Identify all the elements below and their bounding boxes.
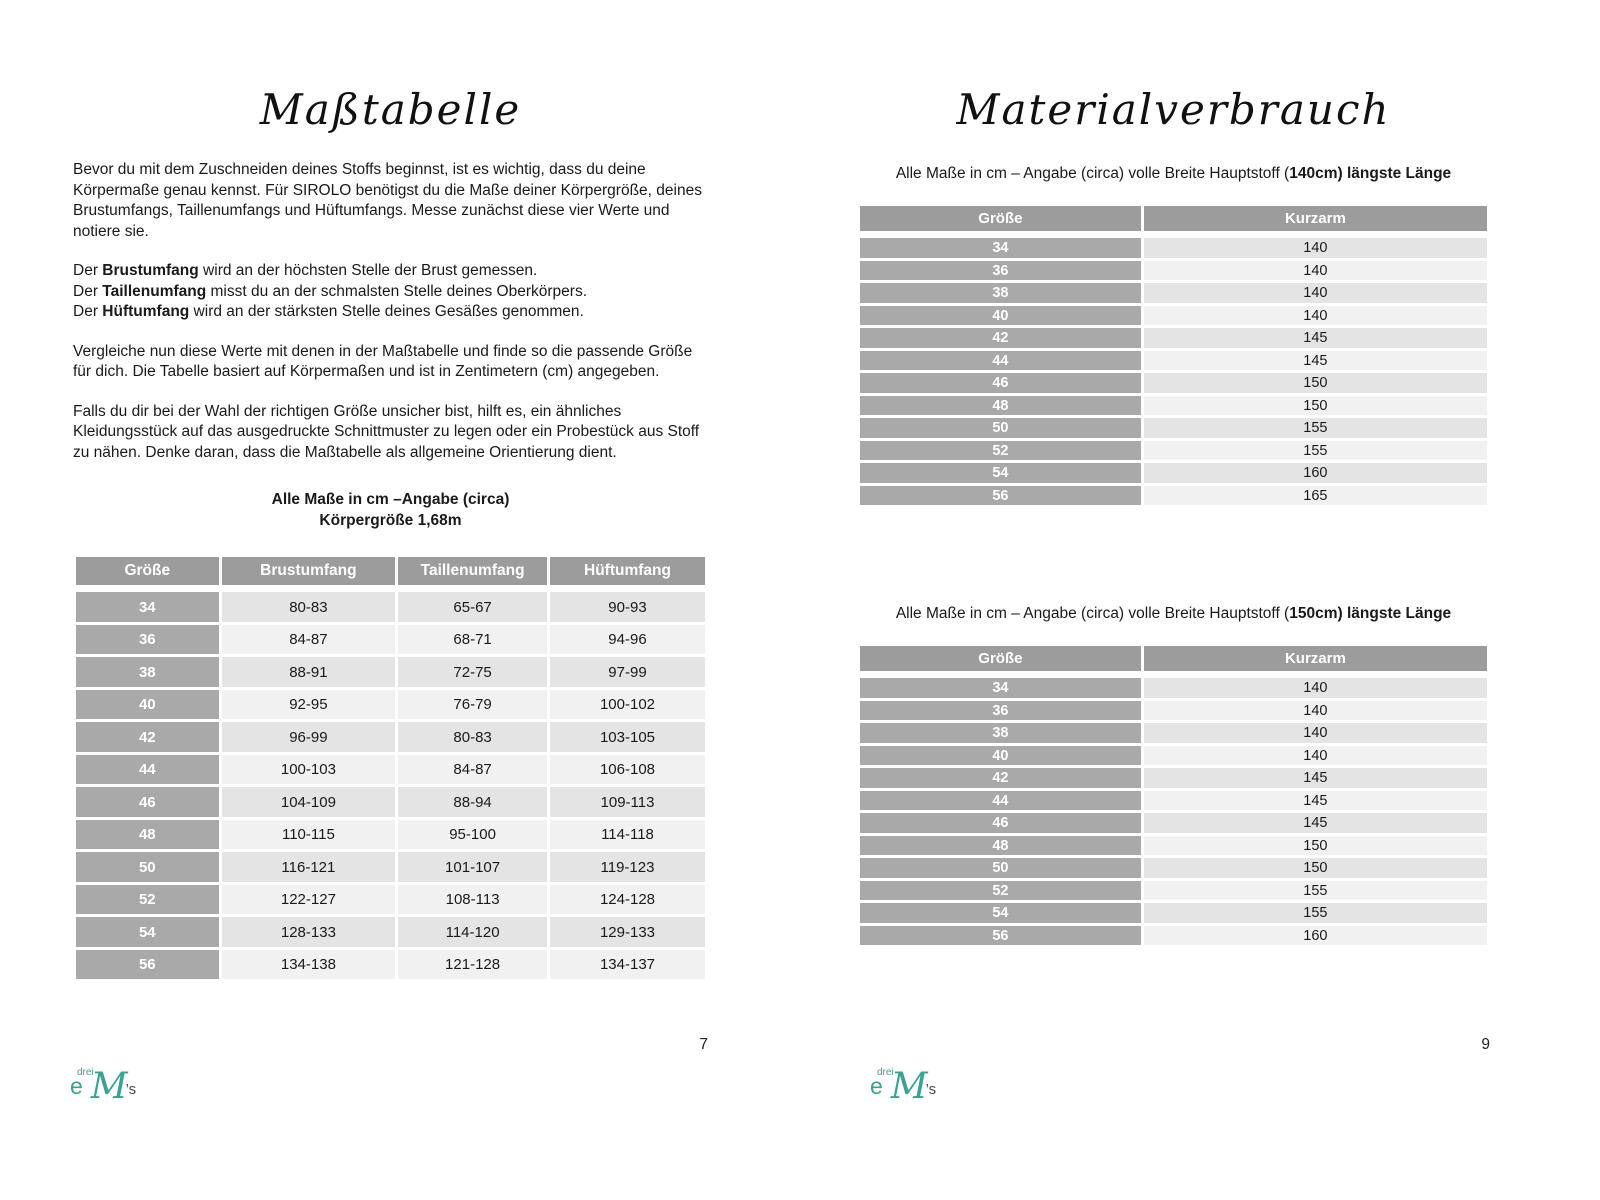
table-row bbox=[860, 306, 1487, 326]
text-run: wird an der höchsten Stelle der Brust gemessen. bbox=[198, 262, 538, 280]
size-cell: 46 bbox=[860, 373, 1141, 393]
table-row bbox=[860, 328, 1487, 348]
logo-text-m: M bbox=[90, 1066, 128, 1107]
table-row bbox=[860, 261, 1487, 281]
size-cell: 42 bbox=[860, 768, 1141, 788]
value-cell: 145 bbox=[1144, 813, 1487, 833]
column-header: Kurzarm bbox=[1144, 206, 1487, 235]
size-cell: 52 bbox=[860, 881, 1141, 901]
table-row bbox=[860, 791, 1487, 811]
table-row bbox=[76, 885, 705, 915]
size-cell: 34 bbox=[860, 678, 1141, 698]
caption-bold-140: 140cm) längste Länge bbox=[1289, 165, 1452, 183]
value-cell: 140 bbox=[1144, 678, 1487, 698]
size-cell: 44 bbox=[860, 351, 1141, 371]
table-row bbox=[860, 858, 1487, 878]
table-row bbox=[860, 813, 1487, 833]
value-cell: 109-113 bbox=[550, 787, 705, 817]
value-cell: 145 bbox=[1144, 768, 1487, 788]
value-cell: 140 bbox=[1144, 238, 1487, 258]
value-cell: 88-91 bbox=[222, 657, 396, 687]
size-table-body bbox=[76, 592, 705, 979]
value-cell: 140 bbox=[1144, 723, 1487, 743]
value-cell: 140 bbox=[1144, 261, 1487, 281]
table-row bbox=[860, 746, 1487, 766]
column-header: Größe bbox=[860, 646, 1141, 675]
column-header: Taillenumfang bbox=[398, 557, 547, 589]
table-row bbox=[860, 926, 1487, 946]
size-cell: 50 bbox=[860, 418, 1141, 438]
table-row bbox=[860, 283, 1487, 303]
value-cell: 155 bbox=[1144, 881, 1487, 901]
material-table-150 bbox=[857, 643, 1490, 948]
table-row bbox=[76, 592, 705, 622]
size-cell: 54 bbox=[860, 903, 1141, 923]
size-cell: 34 bbox=[860, 238, 1141, 258]
value-cell: 95-100 bbox=[398, 820, 547, 850]
column-header: Größe bbox=[76, 557, 219, 589]
table-row bbox=[76, 755, 705, 785]
value-cell: 124-128 bbox=[550, 885, 705, 915]
value-cell: 97-99 bbox=[550, 657, 705, 687]
logo-text-drei: drei bbox=[877, 1067, 894, 1078]
table-row bbox=[860, 678, 1487, 698]
size-cell: 52 bbox=[76, 885, 219, 915]
value-cell: 134-137 bbox=[550, 950, 705, 980]
value-cell: 121-128 bbox=[398, 950, 547, 980]
value-cell: 150 bbox=[1144, 836, 1487, 856]
table-row bbox=[76, 625, 705, 655]
size-cell: 50 bbox=[860, 858, 1141, 878]
value-cell: 92-95 bbox=[222, 690, 396, 720]
table-row bbox=[860, 418, 1487, 438]
size-cell: 44 bbox=[76, 755, 219, 785]
size-cell: 36 bbox=[76, 625, 219, 655]
size-cell: 42 bbox=[76, 722, 219, 752]
material-table2-caption bbox=[857, 604, 1490, 624]
value-cell: 140 bbox=[1144, 701, 1487, 721]
value-cell: 101-107 bbox=[398, 852, 547, 882]
size-table-caption-line2: Körpergröße 1,68m bbox=[319, 512, 462, 530]
size-cell: 38 bbox=[860, 283, 1141, 303]
page-materialverbrauch bbox=[800, 0, 1600, 1200]
value-cell: 122-127 bbox=[222, 885, 396, 915]
value-cell: 155 bbox=[1144, 418, 1487, 438]
text-run: misst du an der schmalsten Stelle deines Oberkörpers. bbox=[206, 282, 588, 300]
logo-text-e: e bbox=[70, 1073, 83, 1099]
value-cell: 103-105 bbox=[550, 722, 705, 752]
table-row bbox=[860, 463, 1487, 483]
table-row bbox=[76, 820, 705, 850]
table-row bbox=[860, 373, 1487, 393]
value-cell: 155 bbox=[1144, 903, 1487, 923]
value-cell: 80-83 bbox=[398, 722, 547, 752]
size-cell: 56 bbox=[76, 950, 219, 980]
size-cell: 38 bbox=[860, 723, 1141, 743]
value-cell: 110-115 bbox=[222, 820, 396, 850]
value-cell: 134-138 bbox=[222, 950, 396, 980]
logo-text-m: M bbox=[890, 1066, 928, 1107]
brand-logo bbox=[870, 1066, 937, 1107]
size-cell: 40 bbox=[860, 306, 1141, 326]
value-cell: 119-123 bbox=[550, 852, 705, 882]
value-cell: 150 bbox=[1144, 396, 1487, 416]
material-table-150-header-row bbox=[860, 646, 1487, 675]
page-number-left: 7 bbox=[699, 1036, 708, 1053]
material-table-150-body bbox=[860, 678, 1487, 945]
size-cell: 50 bbox=[76, 852, 219, 882]
value-cell: 65-67 bbox=[398, 592, 547, 622]
value-cell: 129-133 bbox=[550, 917, 705, 947]
size-cell: 36 bbox=[860, 701, 1141, 721]
page-title-masstabelle: Maßtabelle bbox=[259, 85, 522, 134]
size-cell: 44 bbox=[860, 791, 1141, 811]
value-cell: 128-133 bbox=[222, 917, 396, 947]
value-cell: 68-71 bbox=[398, 625, 547, 655]
value-cell: 76-79 bbox=[398, 690, 547, 720]
value-cell: 100-102 bbox=[550, 690, 705, 720]
size-cell: 48 bbox=[860, 396, 1141, 416]
value-cell: 84-87 bbox=[222, 625, 396, 655]
value-cell: 160 bbox=[1144, 463, 1487, 483]
value-cell: 155 bbox=[1144, 441, 1487, 461]
term-taillenumfang: Taillenumfang bbox=[102, 282, 207, 300]
table-row bbox=[860, 486, 1487, 506]
size-cell: 36 bbox=[860, 261, 1141, 281]
table-row bbox=[860, 723, 1487, 743]
value-cell: 80-83 bbox=[222, 592, 396, 622]
value-cell: 145 bbox=[1144, 791, 1487, 811]
caption-bold-150: 150cm) längste Länge bbox=[1289, 605, 1452, 623]
table-row bbox=[860, 351, 1487, 371]
value-cell: 150 bbox=[1144, 858, 1487, 878]
size-cell: 54 bbox=[860, 463, 1141, 483]
column-header: Größe bbox=[860, 206, 1141, 235]
size-cell: 48 bbox=[76, 820, 219, 850]
table-row bbox=[860, 396, 1487, 416]
table-row bbox=[76, 787, 705, 817]
size-table-caption-line1: Alle Maße in cm –Angabe (circa) bbox=[271, 491, 510, 509]
size-table-caption bbox=[73, 489, 708, 531]
size-cell: 42 bbox=[860, 328, 1141, 348]
table-row bbox=[76, 657, 705, 687]
size-cell: 46 bbox=[860, 813, 1141, 833]
text-run: Der bbox=[73, 282, 103, 300]
value-cell: 140 bbox=[1144, 306, 1487, 326]
table-row bbox=[76, 950, 705, 980]
value-cell: 116-121 bbox=[222, 852, 396, 882]
table-row bbox=[860, 881, 1487, 901]
column-header: Brustumfang bbox=[222, 557, 396, 589]
material-table-140-body bbox=[860, 238, 1487, 505]
value-cell: 150 bbox=[1144, 373, 1487, 393]
value-cell: 90-93 bbox=[550, 592, 705, 622]
table-row bbox=[860, 836, 1487, 856]
logo-text-s: ’s bbox=[125, 1081, 137, 1098]
text-run: wird an der stärksten Stelle deines Gesäßes genommen. bbox=[189, 303, 584, 321]
measurement-definitions bbox=[73, 261, 708, 323]
text-run: Alle Maße in cm – Angabe (circa) volle Breite Hauptstoff ( bbox=[895, 605, 1290, 623]
size-cell: 34 bbox=[76, 592, 219, 622]
size-cell: 38 bbox=[76, 657, 219, 687]
brand-logo bbox=[70, 1066, 137, 1107]
size-table bbox=[73, 554, 708, 982]
table-row bbox=[860, 768, 1487, 788]
size-cell: 52 bbox=[860, 441, 1141, 461]
value-cell: 140 bbox=[1144, 746, 1487, 766]
value-cell: 84-87 bbox=[398, 755, 547, 785]
text-run: Der bbox=[73, 262, 103, 280]
page-title-materialverbrauch: Materialverbrauch bbox=[956, 85, 1391, 134]
material-table-140-header-row bbox=[860, 206, 1487, 235]
term-hueftumfang: Hüftumfang bbox=[102, 303, 190, 321]
logo-text-drei: drei bbox=[77, 1067, 94, 1078]
table-row bbox=[860, 903, 1487, 923]
material-table-140 bbox=[857, 203, 1490, 508]
page-number-right: 9 bbox=[1481, 1036, 1490, 1053]
value-cell: 108-113 bbox=[398, 885, 547, 915]
size-cell: 40 bbox=[860, 746, 1141, 766]
value-cell: 145 bbox=[1144, 351, 1487, 371]
material-table1-caption bbox=[857, 164, 1490, 184]
column-header: Hüftumfang bbox=[550, 557, 705, 589]
compare-paragraph: Vergleiche nun diese Werte mit denen in der Maßtabelle und finde so die passende Größe für dich. Die Tabelle basiert auf Körpermaßen und ist in Zentimetern (cm) angegeben. bbox=[73, 342, 693, 381]
size-cell: 56 bbox=[860, 926, 1141, 946]
value-cell: 145 bbox=[1144, 328, 1487, 348]
hint-paragraph: Falls du dir bei der Wahl der richtigen Größe unsicher bist, hilft es, ein ähnliches Kleidungsstück auf das ausgedruckte Schnittmuster zu legen oder ein Probestück aus Stoff zu nähen. Denke daran, dass die Maßtabelle als allgemeine Orientierung dient. bbox=[73, 402, 700, 461]
table-row bbox=[76, 917, 705, 947]
value-cell: 106-108 bbox=[550, 755, 705, 785]
value-cell: 88-94 bbox=[398, 787, 547, 817]
size-cell: 48 bbox=[860, 836, 1141, 856]
table-row bbox=[76, 722, 705, 752]
value-cell: 160 bbox=[1144, 926, 1487, 946]
text-run: Der bbox=[73, 303, 103, 321]
value-cell: 94-96 bbox=[550, 625, 705, 655]
text-run: Alle Maße in cm – Angabe (circa) volle Breite Hauptstoff ( bbox=[895, 165, 1290, 183]
size-cell: 40 bbox=[76, 690, 219, 720]
size-cell: 54 bbox=[76, 917, 219, 947]
column-header: Kurzarm bbox=[1144, 646, 1487, 675]
size-cell: 56 bbox=[860, 486, 1141, 506]
size-table-header-row bbox=[76, 557, 705, 589]
size-cell: 46 bbox=[76, 787, 219, 817]
value-cell: 114-118 bbox=[550, 820, 705, 850]
term-brustumfang: Brustumfang bbox=[102, 262, 199, 280]
table-row bbox=[860, 238, 1487, 258]
intro-paragraph: Bevor du mit dem Zuschneiden deines Stoffs beginnst, ist es wichtig, dass du deine Körpermaße genau kennst. Für SIROLO benötigst du die Maße deiner Körpergröße, deines Brustumfangs, Taillenumfangs und Hüftumfangs. Messe zunächst diese vier Werte und notiere sie. bbox=[73, 161, 702, 240]
table-row bbox=[76, 852, 705, 882]
value-cell: 165 bbox=[1144, 486, 1487, 506]
logo-text-s: ’s bbox=[925, 1081, 937, 1098]
value-cell: 140 bbox=[1144, 283, 1487, 303]
table-row bbox=[76, 690, 705, 720]
value-cell: 72-75 bbox=[398, 657, 547, 687]
value-cell: 96-99 bbox=[222, 722, 396, 752]
table-row bbox=[860, 701, 1487, 721]
logo-text-e: e bbox=[870, 1073, 883, 1099]
value-cell: 104-109 bbox=[222, 787, 396, 817]
table-row bbox=[860, 441, 1487, 461]
value-cell: 100-103 bbox=[222, 755, 396, 785]
value-cell: 114-120 bbox=[398, 917, 547, 947]
